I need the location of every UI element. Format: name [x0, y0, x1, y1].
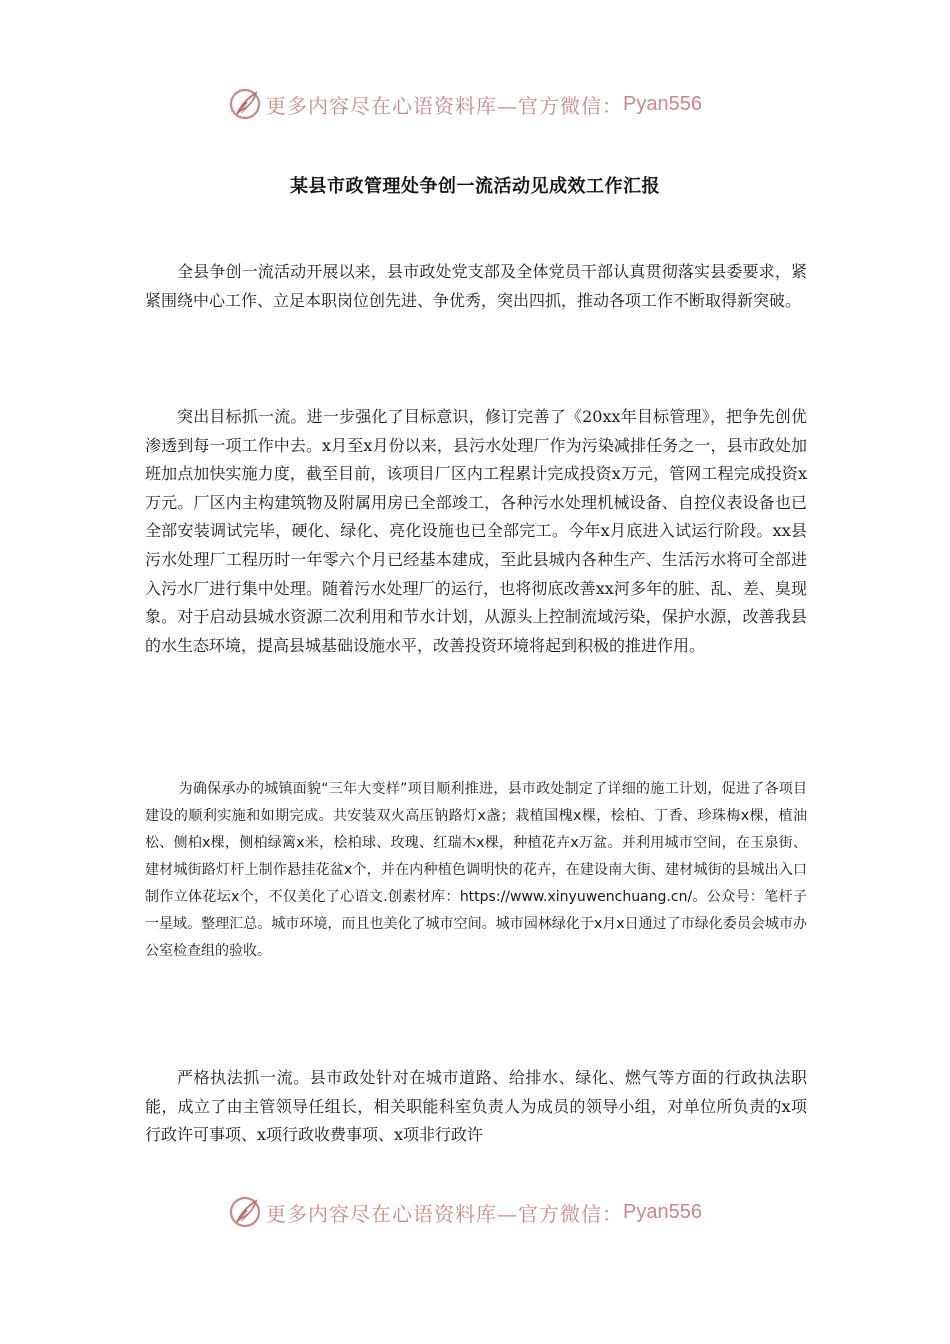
- paragraph-goal-first-class: 突出目标抓一流。进一步强化了目标意识，修订完善了《20xx年目标管理》，把争先创优渗透到每一项工作中去。x月至x月份以来，县污水处理厂作为污染减排任务之一，县市政处加班加点加快实施力度，截至目前，该项目厂区内工程累计完成投资x万元，管网工程完成投资x万元。厂区内主构建筑物及附属用房已全部竣工，各种污水处理机械设备、自控仪表设备也已全部安装调试完毕，硬化、绿化、亮化设施也已全部完工。今年x月底进入试运行阶段。xx县污水处理厂工程历时一年零六个月已经基本建成，至此县城内各种生产、生活污水将可全部进入污水厂进行集中处理。随着污水处理厂的运行，也将彻底改善xx河多年的脏、乱、差、臭现象。对于启动县城水资源二次利用和节水计划，从源头上控制流域污染，保护水源，改善我县的水生态环境，提高县城基础设施水平，改善投资环境将起到积极的推进作用。: [145, 407, 807, 655]
- banner-wechat-id: Pyan556: [623, 92, 702, 115]
- footer-banner: [228, 1192, 702, 1232]
- document-title: 某县市政管理处争创一流活动见成效工作汇报: [290, 176, 660, 197]
- header-banner: [228, 84, 702, 124]
- banner-wechat-id: Pyan556: [623, 1200, 702, 1223]
- paragraph-intro: 全县争创一流活动开展以来，县市政处党支部及全体党员干部认真贯彻落实县委要求，紧紧围绕中心工作、立足本职岗位创先进、争优秀，突出四抓，推动各项工作不断取得新突破。: [145, 262, 807, 310]
- paragraph-city-appearance: 为确保承办的城镇面貌“三年大变样”项目顺利推进，县市政处制定了详细的施工计划，促进了各项目建设的顺利实施和如期完成。共安装双火高压钠路灯x盏；栽植国槐x棵，桧柏、丁香、珍珠梅x棵，植油松、侧柏x棵，侧柏绿篱x米，桧柏球、玫瑰、红瑞木x棵，种植花卉x万盆。并利用城市空间，在玉泉街、建材城街路灯杆上制作悬挂花盆x个，并在内种植色调明快的花卉，在建设南大街、建材城街的县城出入口制作立体花坛x个，不仅美化了心语文.创素材库：https://www.xinyuwenchuang.cn/。公众号：笔杆子一星域。整理汇总。城市环境，而且也美化了城市空间。城市园林绿化于x月x日通过了市绿化委员会城市办公室检查组的验收。: [145, 781, 807, 959]
- paragraph-law-enforcement: 严格执法抓一流。县市政处针对在城市道路、给排水、绿化、燃气等方面的行政执法职能，成立了由主管领导任组长，相关职能科室负责人为成员的领导小组，对单位所负责的x项行政许可事项、x项行政收费事项、x项非行政许: [145, 1068, 807, 1145]
- feather-pen-logo-icon: [228, 1195, 262, 1229]
- feather-pen-logo-icon: [228, 87, 262, 121]
- banner-text: 更多内容尽在心语资料库—官方微信：: [266, 1201, 623, 1226]
- banner-text: 更多内容尽在心语资料库—官方微信：: [266, 93, 623, 118]
